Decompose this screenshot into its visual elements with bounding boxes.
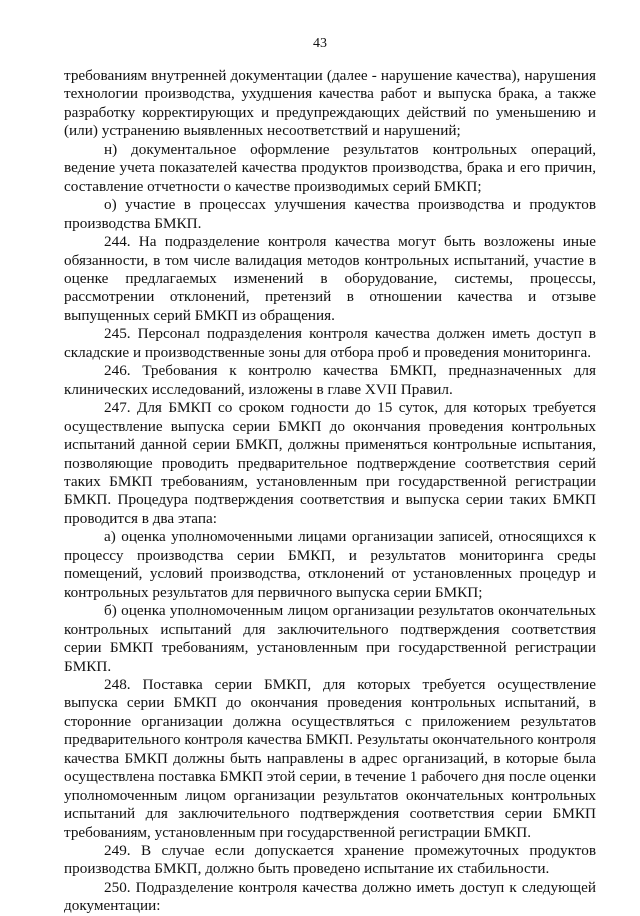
paragraph-247: 247. Для БМКП со сроком годности до 15 суток, для которых требуется осуществление выпуска серии БМКП до окончания проведения контрольных испытаний данной серии БМКП, должны применяться контрольные испытания, позволяющие проводить предварительное подтверждение соответствия серий таких БМКП требованиям, установленным при государственной регистрации БМКП. Процедура подтверждения соответствия и выпуска серии таких БМКП проводится в два этапа: bbox=[64, 399, 596, 527]
paragraph-247-a: а) оценка уполномоченными лицами организации записей, относящихся к процессу производства серии БМКП, и результатов мониторинга среды помещений, условий производства, отклонений от установленных процедур и контрольных результатов для первичного выпуска серии БМКП; bbox=[64, 528, 596, 601]
paragraph-246: 246. Требования к контролю качества БМКП, предназначенных для клинических исследований, изложены в главе XVII Правил. bbox=[64, 362, 596, 398]
paragraph-248: 248. Поставка серии БМКП, для которых требуется осуществление выпуска серии БМКП до окончания проведения контрольных испытаний, в сторонние организации должна осуществляться с приложением результатов предварительного контроля качества БМКП. Результаты окончательного контроля качества БМКП должны быть направлены в адрес организаций, в которые была осуществлена поставка БМКП этой серии, в течение 1 рабочего дня после оценки уполномоченным лицом организации результатов окончательных контрольных испытаний для заключительного подтверждения соответствия серии БМКП требованиям, установленным при государственной регистрации БМКП. bbox=[64, 675, 596, 841]
paragraph-250: 250. Подразделение контроля качества должно иметь доступ к следующей документации: bbox=[64, 878, 596, 915]
paragraph-continuation: требованиям внутренней документации (далее - нарушение качества), нарушения технологии производства, ухудшения качества работ и выпуска брака, а также разработку корректирующих и предупреждающих действий по уменьшению и (или) устранению выявленных несоответствий и нарушений; bbox=[64, 67, 596, 140]
paragraph-247-b: б) оценка уполномоченным лицом организации результатов окончательных контрольных испытаний для заключительного подтверждения соответствия серии БМКП требованиям, установленным при государственной регистрации БМКП. bbox=[64, 602, 596, 675]
page-number: 43 bbox=[313, 36, 327, 51]
paragraph-249: 249. В случае если допускается хранение промежуточных продуктов производства БМКП, должно быть проведено испытание их стабильности. bbox=[64, 842, 596, 878]
paragraph-245: 245. Персонал подразделения контроля качества должен иметь доступ в складские и производственные зоны для отбора проб и проведения мониторинга. bbox=[64, 325, 596, 361]
paragraph-item-n: н) документальное оформление результатов контрольных операций, ведение учета показателей качества продуктов производства, брака и его причин, составление отчетности о качестве производимых серий БМКП; bbox=[64, 140, 596, 195]
paragraph-244: 244. На подразделение контроля качества могут быть возложены иные обязанности, в том числе валидация методов контрольных испытаний, участие в оценке предлагаемых изменений в оборудование, системы, процессы, рассмотрении отклонений, претензий в отношении качества и отзыве выпущенных серий БМКП из обращения. bbox=[64, 233, 596, 324]
paragraph-item-o: о) участие в процессах улучшения качества производства и продуктов производства БМКП. bbox=[64, 196, 596, 232]
document-body bbox=[64, 67, 596, 916]
